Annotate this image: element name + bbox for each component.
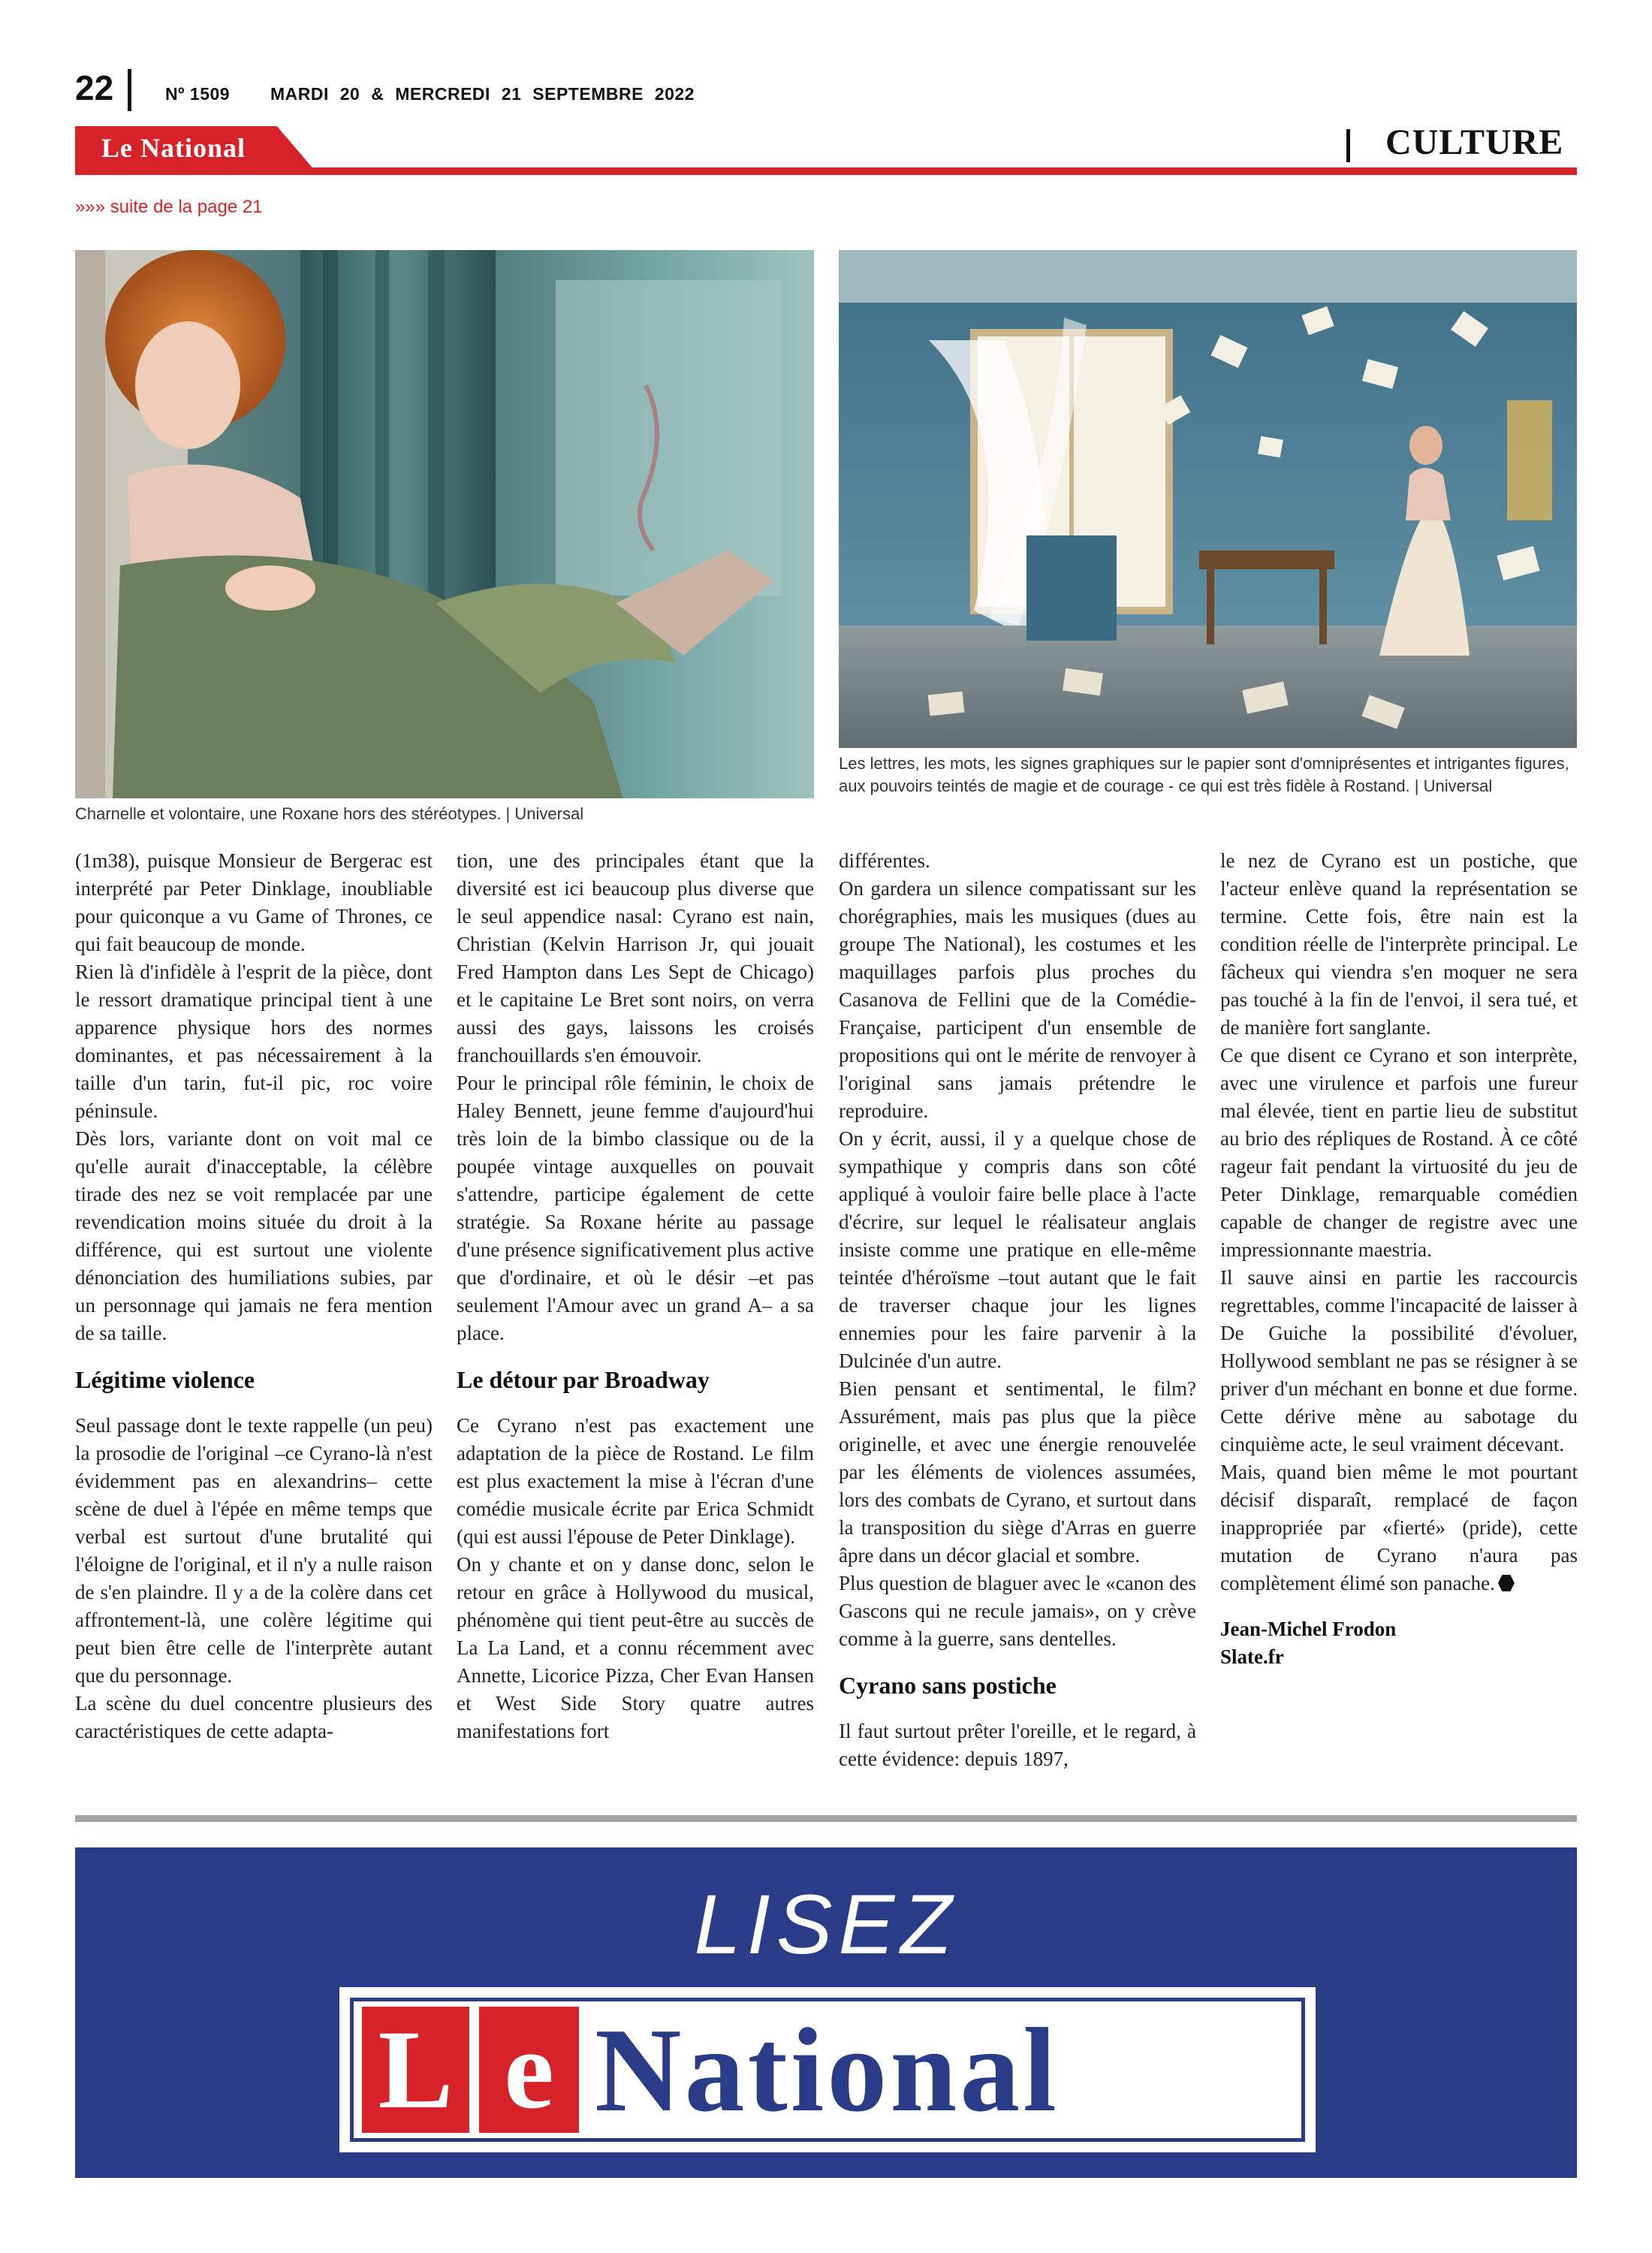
photo-caption-left: Charnelle et volontaire, une Roxane hors des stéréotypes. | Universal (75, 804, 584, 823)
paragraph: Dès lors, variante dont on voit mal ce qu'elle aurait d'inacceptable, la célèbre tirade des nez se voit remplacée par une revendication moins située du droit à la différence, qui est surtout une violente dénonciation des humiliations subies, par un personnage qui jamais ne fera mention de sa taille. (75, 1127, 433, 1344)
subheading-legitime-violence: Légitime violence (75, 1366, 255, 1393)
paragraph: On y chante et on y danse donc, selon le retour en grâce à Hollywood du musical, phénomène qui tient peut-être au succès de La La Land, et a connu récemment avec Annette, Licorice Pizza, Cher Evan Hansen et West Side Story quatre autres manifestations fort (457, 1553, 814, 1742)
author-source: Slate.fr (1220, 1645, 1284, 1668)
paragraph: tion, une des principales étant que la diversité est ici beaucoup plus diverse que le seul appendice nasal: Cyrano est nain, Christian (Kelvin Harrison Jr, qui jouait Fred Hampton dans Les Sept de Chicago) et le capitaine Le Bret sont noirs, on verra aussi des gays, laissons les croisés franchouillards s'en émouvoir. (457, 849, 814, 1066)
paragraph: Pour le principal rôle féminin, le choix de Haley Bennett, jeune femme d'aujourd'hui très loin de la bimbo classique ou de la poupée vintage auxquelles on pouvait s'attendre, participe également de cette stratégie. Sa Roxane hérite au passage d'une présence significativement plus active que d'ordinaire, et où le désir –et pas seulement l'Amour avec un grand A– a sa place. (457, 1072, 814, 1344)
ad-logo-letter-l: L (362, 2007, 469, 2133)
article-column-4 (1220, 847, 1578, 1671)
issue-number: Nº 1509 (165, 84, 231, 104)
ad-logo-letter-e: e (479, 2007, 579, 2133)
section-divider (1346, 129, 1350, 162)
continued-from-label: »»» suite de la page 21 (75, 197, 263, 217)
paragraph: Plus question de blaguer avec le «canon des Gascons qui ne recule jamais», on y crève comme à la guerre, sans dentelles. (839, 1572, 1196, 1650)
flying-letters-photo-illustration (839, 250, 1577, 748)
byline (1220, 1615, 1578, 1671)
article-column-2 (457, 847, 814, 1745)
paragraph: différentes. (839, 849, 930, 872)
newspaper-name: Le National (101, 133, 246, 163)
header-rule (75, 167, 1577, 175)
paragraph-final (1220, 1458, 1578, 1597)
article-column-3 (839, 847, 1196, 1773)
paragraph: le nez de Cyrano est un postiche, que l'acteur enlève quand la représentation se termine. Cette fois, être nain est la condition réelle de l'interprète principal. Le fâcheux qui viendra s'en moquer ne sera pas touché à la fin de l'envoi, il sera tué, et de manière fort sanglante. (1220, 849, 1578, 1039)
ad-logo-box (339, 1987, 1316, 2152)
paragraph: Bien pensant et sentimental, le film? Assurément, mais pas plus que la pièce originelle, et avec une énergie renouvelée par les éléments de violences assumées, lors des combats de Cyrano, et surtout dans la transposition du siège d'Arras en guerre âpre dans un décor glacial et sombre. (839, 1377, 1196, 1567)
paragraph: Ce que disent ce Cyrano et son interprète, avec une virulence et parfois une fureur mal élevée, tient en partie lieu de substitut au brio des répliques de Rostand. À ce côté rageur fait pendant la virtuosité du jeu de Peter Dinklage, remarquable comédien capable de changer de registre avec une impressionnante maestria. (1220, 1044, 1578, 1261)
ad-separator-rule (75, 1815, 1577, 1822)
paragraph: Ce Cyrano n'est pas exactement une adaptation de la pièce de Rostand. Le film est plus exactement la mise à l'écran d'une comédie musicale écrite par Erica Schmidt (qui est aussi l'épouse de Peter Dinklage). (457, 1414, 814, 1548)
section-title: CULTURE (1385, 122, 1564, 162)
ad-lisez-text: LISEZ (694, 1878, 958, 1971)
paragraph: Il sauve ainsi en partie les raccourcis regrettables, comme l'incapacité de laisser à De Guiche la possibilité d'évoluer, Hollywood semblant ne pas se résigner à se priver d'un méchant en bonne et due forme. Cette dérive mène au sabotage du cinquième acte, le seul vraiment décevant. (1220, 1266, 1578, 1455)
paragraph: On gardera un silence compatissant sur les chorégraphies, mais les musiques (dues au groupe The National), les costumes et les maquillages parfois plus proches du Casanova de Fellini que de la Comédie-Française, participent d'un ensemble de propositions qui ont le mérite de renvoyer à l'original sans jamais prétendre le reproduire. (839, 877, 1196, 1122)
dateline: MARDI 20 & MERCREDI 21 SEPTEMBRE 2022 (270, 84, 695, 104)
end-of-article-icon (1498, 1575, 1515, 1591)
paragraph: La scène du duel concentre plusieurs des caractéristiques de cette adapta- (75, 1692, 433, 1742)
ad-logo-national: National (595, 2003, 1060, 2137)
page-number-divider (128, 69, 131, 111)
flying-letters-photo (839, 250, 1577, 748)
roxane-photo-illustration (75, 250, 814, 798)
subheading-detour-broadway: Le détour par Broadway (457, 1366, 710, 1393)
paragraph: Il faut surtout prêter l'oreille, et le regard, à cette évidence: depuis 1897, (839, 1720, 1196, 1770)
page-number: 22 (75, 68, 114, 107)
photo-caption-right: Les lettres, les mots, les signes graphiques sur le papier sont d'omniprésentes et intrigantes figures, aux pouvoirs teintés de magie et de courage - ce qui est très fidèle à Rostand. | Universal (839, 754, 1569, 795)
subheading-cyrano-sans-postiche: Cyrano sans postiche (839, 1672, 1057, 1699)
roxane-photo (75, 250, 814, 798)
paragraph: Seul passage dont le texte rappelle (un peu) la prosodie de l'original –ce Cyrano-là n'est évidemment pas en alexandrins– cette scène de duel à l'épée en même temps que verbal est surtout d'une brutalité qui l'éloigne de l'original, et il n'y a nulle raison de s'en plaindre. Il y a de la colère dans cet affrontement-là, une colère légitime qui peut bien être celle de l'interprète autant que du personnage. (75, 1414, 433, 1687)
paragraph: (1m38), puisque Monsieur de Bergerac est interprété par Peter Dinklage, inoubliable pour quiconque a vu Game of Thrones, ce qui fait beaucoup de monde. (75, 849, 433, 955)
paragraph-final-text: Mais, quand bien même le mot pourtant décisif disparaît, remplacé de façon inappropriée par «fierté» (pride), cette mutation de Cyrano n'aura pas complètement élimé son panache. (1220, 1461, 1578, 1594)
article-column-1 (75, 847, 433, 1745)
author-name: Jean-Michel Frodon (1220, 1618, 1397, 1640)
paragraph: On y écrit, aussi, il y a quelque chose de sympathique y compris dans son côté appliqué à vouloir faire belle place à l'acte d'écrire, sur lequel le réalisateur anglais insiste comme une pratique en elle-même teintée d'héroïsme –tout autant que le fait de traverser chaque jour les lignes ennemies pour les faire parvenir à la Dulcinée d'un autre. (839, 1127, 1196, 1372)
paragraph: Rien là d'infidèle à l'esprit de la pièce, dont le ressort dramatique principal tient à une apparence physique hors des normes dominantes, et pas nécessairement à la taille d'un tarin, fut-il pic, roc voire péninsule. (75, 961, 433, 1122)
lisez-le-national-ad (75, 1847, 1577, 2178)
